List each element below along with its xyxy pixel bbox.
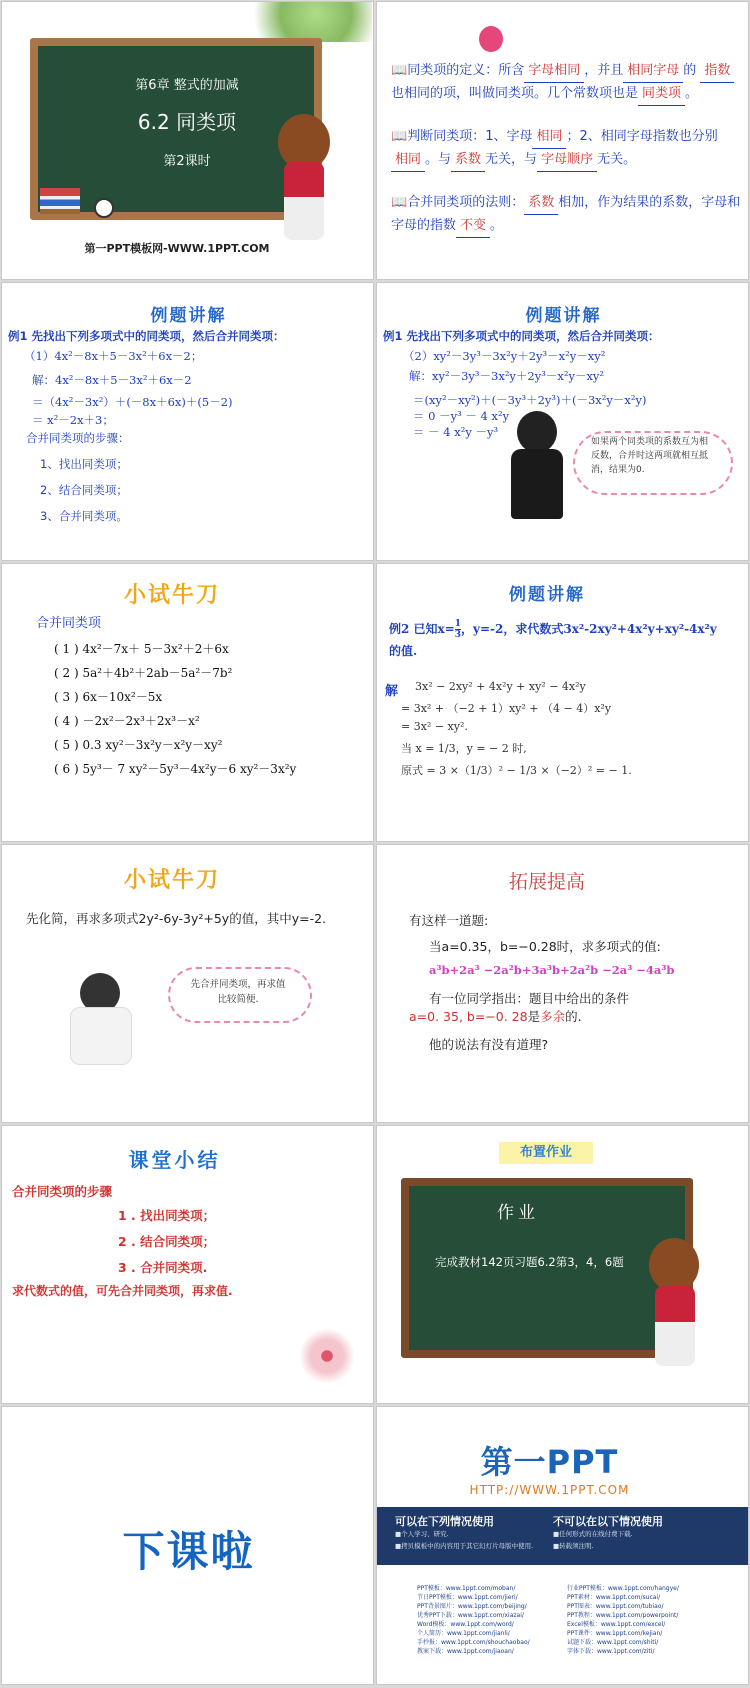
slide-credits bbox=[376, 1406, 749, 1685]
blank-6: 相同 bbox=[391, 149, 425, 172]
link-right-5[interactable]: Excel模板：www.1ppt.com/excel/ bbox=[567, 1621, 666, 1628]
link-left-7[interactable]: 手抄报：www.1ppt.com/shouchaobao/ bbox=[417, 1639, 530, 1646]
solution-line-3: = 3x² − xy². bbox=[401, 720, 468, 733]
extension-line-5: 他的说法有没有道理? bbox=[429, 1037, 549, 1052]
slide-homework bbox=[376, 1125, 749, 1404]
homework-tag: 布置作业 bbox=[499, 1142, 593, 1164]
link-right-6[interactable]: PPT课件：www.1ppt.com/kejian/ bbox=[567, 1630, 663, 1637]
practice-item-1: ( 1 ) 4x²－7x＋ 5－3x²＋2＋6x bbox=[54, 642, 229, 656]
judge-paragraph: 📖判断同类项：1、字母 相同 ；2、相同字母指数也分别相同 。与 系数 无关，与 字母顺序 无关。 bbox=[391, 126, 741, 172]
summary-subtitle: 合并同类项的步骤 bbox=[12, 1184, 113, 1199]
polynomial: a³b+2a³ −2a²b+3a³b+2a²b −2a³ −4a³b bbox=[429, 963, 675, 977]
extension-line-3: 有一位同学指出：题目中给出的条件 bbox=[429, 991, 630, 1006]
can-use-1: ■个人学习、研究. bbox=[395, 1530, 449, 1538]
extension-line-1: 有这样一道题: bbox=[409, 913, 489, 928]
blank-2: 相同字母 bbox=[623, 60, 683, 83]
blank-9: 系数 bbox=[524, 192, 558, 215]
link-left-4[interactable]: 优秀PPT下载：www.1ppt.com/xiazai/ bbox=[417, 1612, 524, 1619]
blank-7: 系数 bbox=[451, 149, 485, 172]
lesson-label: 第2课时 bbox=[163, 154, 211, 169]
site-logo: 第一PPT bbox=[480, 1443, 619, 1481]
blank-1: 字母相同 bbox=[524, 60, 584, 83]
book-icon: 📖 bbox=[391, 195, 408, 210]
summary-step-3: 3 . 合并同类项. bbox=[118, 1260, 208, 1275]
link-right-4[interactable]: PPT教程：www.1ppt.com/powerpoint/ bbox=[567, 1612, 679, 1619]
solution-line-4: ＝ － 4 x²y －y³ bbox=[413, 425, 499, 439]
solution-line-2: ＝(xy²－xy²)＋(－3y³＋2y³)＋(－3x²y－x²y) bbox=[413, 393, 647, 407]
extension-line-2: 当a=0.35，b=−0.28时，求多项式的值: bbox=[429, 939, 661, 954]
flower-decoration bbox=[292, 1326, 362, 1386]
slide-definitions bbox=[376, 1, 749, 280]
site-url: HTTP://WWW.1PPT.COM bbox=[469, 1483, 630, 1497]
step-1: 1、找出同类项； bbox=[40, 457, 128, 471]
leaf-decoration bbox=[232, 2, 372, 42]
slide-extension bbox=[376, 844, 749, 1123]
link-right-8[interactable]: 字体下载：www.1ppt.com/ziti/ bbox=[567, 1648, 655, 1655]
slide-example1-part1 bbox=[1, 282, 374, 561]
definition-paragraph: 📖同类项的定义：所含 字母相同 ，并且 相同字母 的 指数也相同的项，叫做同类项。几个常数项也是 同类项 。 bbox=[391, 60, 741, 106]
can-use-2: ■拷贝模板中的内容用于其它幻灯片母版中使用. bbox=[395, 1542, 534, 1550]
slide-practice2 bbox=[1, 844, 374, 1123]
step-3: 3、合并同类项。 bbox=[40, 509, 128, 523]
link-right-2[interactable]: PPT素材：www.1ppt.com/sucai/ bbox=[567, 1594, 661, 1601]
practice-item-2: ( 2 ) 5a²＋4b²＋2ab－5a²－7b² bbox=[54, 666, 233, 680]
extension-line-4: a=0. 35, b=−0. 28是多余的. bbox=[409, 1009, 582, 1024]
question-1: （1）4x²－8x＋5－3x²＋6x－2； bbox=[24, 349, 203, 363]
step-2: 2、结合同类项； bbox=[40, 483, 128, 497]
book-icon: 📖 bbox=[391, 129, 408, 144]
example-question: 例1 先找出下列多项式中的同类项，然后合并同类项： bbox=[8, 329, 285, 343]
steps-title: 合并同类项的步骤： bbox=[26, 431, 130, 445]
solution-line-4: 当 x = 1/3，y = − 2 时, bbox=[401, 742, 527, 755]
solution-line-2: ＝（4x²－3x²）＋(－8x＋6x)＋(5－2) bbox=[32, 395, 233, 409]
teacher-figure bbox=[649, 1238, 699, 1292]
example-question: 例1 先找出下列多项式中的同类项，然后合并同类项： bbox=[383, 329, 660, 343]
link-left-2[interactable]: 节日PPT模板：www.1ppt.com/jieri/ bbox=[417, 1594, 518, 1601]
slide-example2 bbox=[376, 563, 749, 842]
clock-icon bbox=[94, 198, 114, 218]
chapter-label: 第6章 整式的加减 bbox=[135, 78, 239, 93]
slide-title: 例题讲解 bbox=[509, 585, 585, 605]
girl-icon bbox=[479, 26, 503, 52]
cannot-use-title: 不可以在以下情况使用 bbox=[553, 1515, 663, 1528]
blank-10: 不变 bbox=[456, 215, 490, 238]
board-title: 作业 bbox=[497, 1203, 539, 1223]
teacher-body bbox=[655, 1286, 695, 1366]
practice-item-3: ( 3 ) 6x－10x²－5x bbox=[54, 690, 163, 704]
link-left-8[interactable]: 教案下载：www.1ppt.com/jiaoan/ bbox=[417, 1648, 514, 1655]
slide-title: 拓展提高 bbox=[508, 871, 585, 893]
graduate-body bbox=[511, 449, 563, 519]
slide-example1-part2 bbox=[376, 282, 749, 561]
practice-text: 先化简，再求多项式2y²-6y-3y²+5y的值，其中y=-2. bbox=[26, 911, 327, 926]
slide-title bbox=[1, 1, 374, 280]
cannot-use-2: ■转载须注明. bbox=[553, 1542, 594, 1550]
question-2: （2）xy²－3y³－3x²y＋2y³－x²y－xy² bbox=[403, 349, 606, 363]
end-text: 下课啦 bbox=[122, 1527, 255, 1576]
link-left-1[interactable]: PPT模板：www.1ppt.com/moban/ bbox=[417, 1585, 516, 1592]
practice-subtitle: 合并同类项 bbox=[36, 616, 102, 631]
slide-title: 小试牛刀 bbox=[123, 583, 220, 608]
summary-conclusion: 求代数式的值，可先合并同类项，再求值. bbox=[12, 1284, 233, 1298]
hint-text: 先合并同类项，再求值比较简便. bbox=[190, 979, 286, 1005]
graduate-figure bbox=[517, 411, 557, 453]
link-left-6[interactable]: 个人简历：www.1ppt.com/jianli/ bbox=[417, 1630, 510, 1637]
can-use-title: 可以在下列情况使用 bbox=[395, 1515, 494, 1528]
slide-end bbox=[1, 1406, 374, 1685]
note-text: 如果两个同类项的系数互为相反数，合并时这两项就相互抵消，结果为0. bbox=[591, 437, 709, 475]
blank-5: 相同 bbox=[532, 126, 566, 149]
slide-title: 例题讲解 bbox=[525, 306, 602, 326]
solution-line-1: 解：4x²－8x＋5－3x²＋6x－2 bbox=[32, 373, 192, 387]
link-left-3[interactable]: PPT背景图片：www.1ppt.com/beijing/ bbox=[417, 1603, 527, 1610]
solution-line-1: 3x² − 2xy² + 4x²y + xy² − 4x²y bbox=[415, 680, 586, 693]
solution-line-2: = 3x² + （−2 + 1）xy² + （4 − 4）x²y bbox=[401, 702, 612, 715]
solution-line-1: 解：xy²－3y³－3x²y＋2y³－x²y－xy² bbox=[409, 369, 605, 383]
book-icon: 📖 bbox=[391, 63, 408, 78]
slide-practice1 bbox=[1, 563, 374, 842]
example2-question: 例2 已知x= $\frac{1}{3}$ ，y=-2，求代数式3x²-2xy²+4x²y+xy²-4x²y 的值. bbox=[389, 619, 717, 658]
board-text: 完成教材142页习题6.2第3，4，6题 bbox=[435, 1255, 624, 1269]
practice-item-4: ( 4 ) －2x²－2x³＋2x³－x² bbox=[54, 714, 200, 728]
summary-step-1: 1 . 找出同类项； bbox=[118, 1208, 216, 1223]
solution-line-3: ＝ x²－2x＋3； bbox=[32, 413, 114, 427]
blank-8: 字母顺序 bbox=[537, 149, 597, 172]
books-decoration bbox=[40, 188, 80, 214]
blank-4: 同类项 bbox=[638, 83, 685, 106]
slide-title: 课堂小结 bbox=[128, 1148, 221, 1172]
summary-step-2: 2 . 结合同类项； bbox=[118, 1234, 216, 1249]
slide-title: 小试牛刀 bbox=[123, 868, 220, 893]
link-left-5[interactable]: Word模板：www.1ppt.com/word/ bbox=[417, 1621, 514, 1628]
link-right-3[interactable]: PPT图表：www.1ppt.com/tubiao/ bbox=[567, 1603, 664, 1610]
boy-body bbox=[70, 1007, 132, 1065]
slide-title: 例题讲解 bbox=[150, 306, 227, 326]
teacher-body bbox=[284, 162, 324, 240]
practice-item-6: ( 6 ) 5y³－ 7 xy²－5y³－4x²y－6 xy²－3x²y bbox=[54, 762, 297, 776]
link-right-1[interactable]: 行业PPT模板：www.1ppt.com/hangye/ bbox=[567, 1585, 679, 1592]
link-right-7[interactable]: 试题下载：www.1ppt.com/shiti/ bbox=[567, 1639, 659, 1646]
cannot-use-1: ■任何形式的在线付费下载. bbox=[553, 1530, 633, 1538]
footer-text: 第一PPT模板网-WWW.1PPT.COM bbox=[84, 242, 270, 255]
slide-summary bbox=[1, 1125, 374, 1404]
blank-3: 指数 bbox=[700, 60, 734, 83]
practice-item-5: ( 5 ) 0.3 xy²－3x²y－x²y－xy² bbox=[54, 738, 223, 752]
solution-line-5: 原式 = 3 ×（1/3）² − 1/3 ×（−2）² = − 1. bbox=[401, 764, 632, 777]
solution-label: 解 bbox=[385, 684, 399, 699]
rule-paragraph: 📖合并同类项的法则： 系数 相加，作为结果的系数，字母和字母的指数 不变 。 bbox=[391, 192, 741, 238]
solution-line-3: ＝ 0 －y³ － 4 x²y bbox=[413, 409, 510, 423]
section-title: 6.2 同类项 bbox=[137, 110, 237, 134]
